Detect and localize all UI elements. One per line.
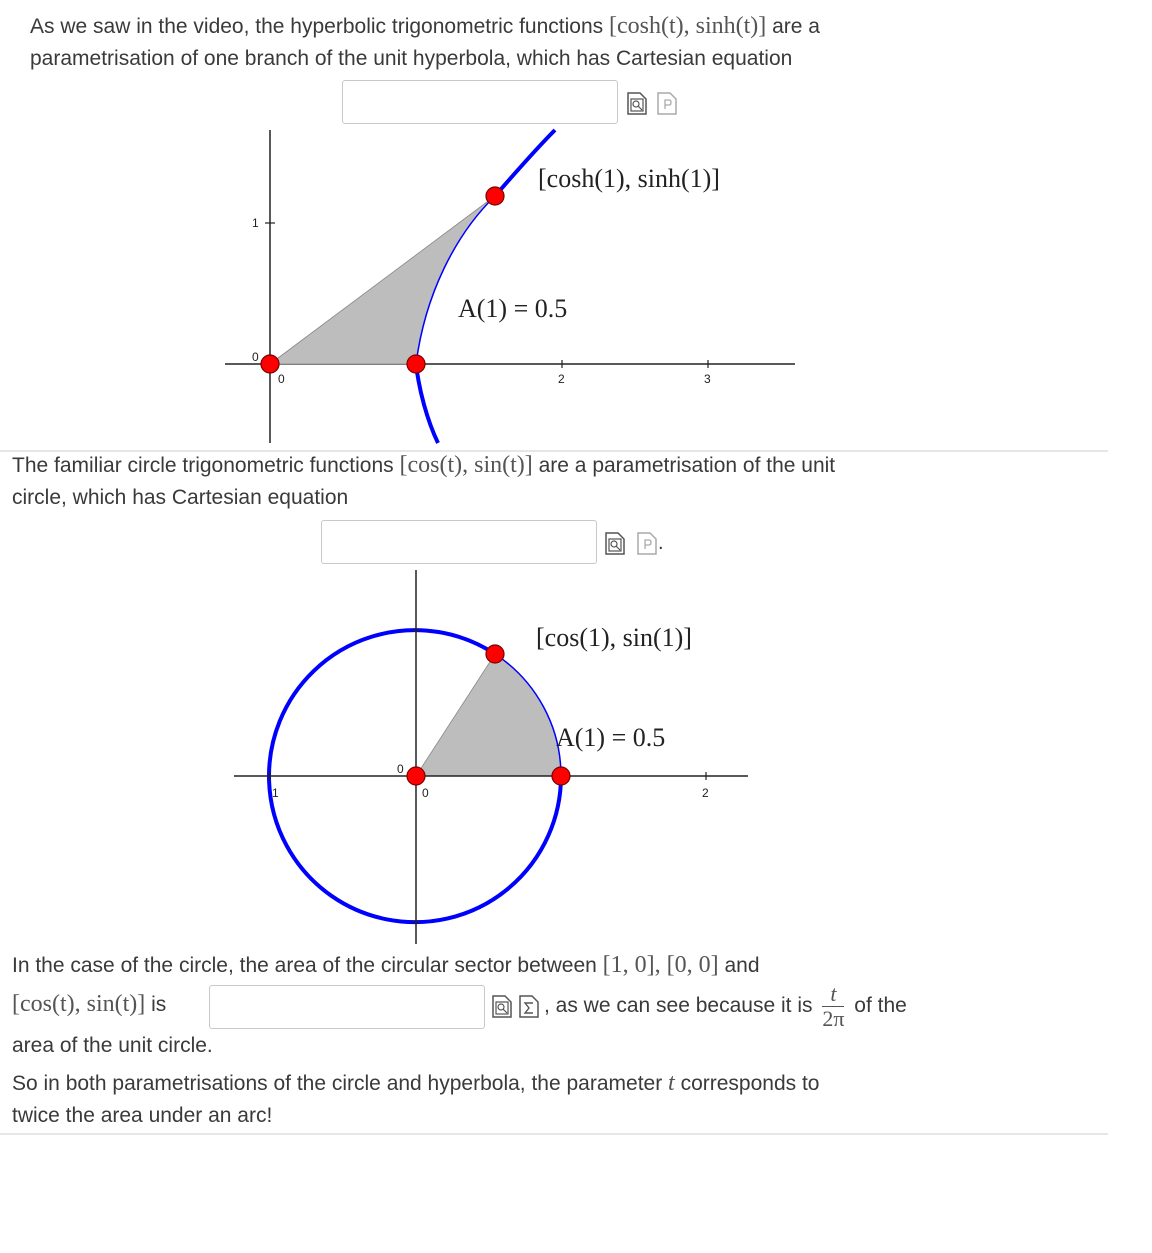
graph1-point-label: [cosh(1), sinh(1)] [538, 164, 720, 193]
graph2-point-label: [cos(1), sin(1)] [536, 623, 692, 652]
graph1-area-label: A(1) = 0.5 [458, 294, 568, 323]
point-cosh-sinh[interactable] [486, 187, 504, 205]
hyperbola-param-math: [cosh(t), sinh(t)] [608, 13, 767, 39]
sigma-help-icon[interactable] [518, 993, 540, 1019]
hyperbola-graph [220, 125, 800, 447]
graph1-tick-y0: 0 [252, 350, 259, 364]
hyperbola-intro-line2: parametrisation of one branch of the unit hyperbola, which has Cartesian equation [30, 47, 793, 70]
hyperbola-equation-input[interactable] [342, 80, 618, 124]
conclusion-line2: twice the area under an arc! [12, 1104, 273, 1127]
hyperbolic-sector-shading [270, 196, 495, 364]
graph1-tick-x3: 3 [704, 372, 711, 386]
sector-math1: [1, 0], [0, 0] [602, 952, 719, 978]
circle-equation-input[interactable] [321, 520, 597, 564]
hyperbola-intro-text-cont: are a [772, 15, 820, 38]
sector-paragraph-line2-cont [544, 982, 1064, 1031]
circle-intro-text: The familiar circle trigonometric functions [12, 454, 394, 477]
circle-point-cos-sin[interactable] [486, 645, 504, 663]
graph2-tick-y0: 0 [397, 762, 404, 776]
hyperbola-branch-thick-bottom [416, 364, 438, 443]
preview-formula-icon[interactable] [491, 993, 513, 1019]
preview-formula-icon[interactable] [604, 530, 626, 556]
circle-graph [230, 568, 750, 946]
sector-text1: In the case of the circle, the area of the circular sector between [12, 954, 597, 977]
conclusion-text-a: So in both parametrisations of the circle and hyperbola, the parameter [12, 1072, 663, 1095]
sector-math2: [cos(t), sin(t)] [12, 991, 146, 1017]
circle-point-origin[interactable] [407, 767, 425, 785]
preview-formula-icon[interactable] [626, 90, 648, 116]
fraction-t-over-2pi [822, 982, 844, 1031]
graph2-tick-x0: 0 [422, 786, 429, 800]
formula-help-icon[interactable] [636, 530, 658, 556]
point-origin[interactable] [261, 355, 279, 373]
sector-text-of-the: of the [854, 994, 907, 1018]
conclusion-text-b: corresponds to [680, 1072, 820, 1095]
graph1-tick-y1: 1 [252, 216, 259, 230]
circle-param-math: [cos(t), sin(t)] [399, 452, 533, 478]
circular-sector-shading [416, 654, 561, 776]
conclusion-t: t [668, 1070, 675, 1096]
hyperbola-intro-paragraph [30, 10, 1030, 75]
graph2-area-label: A(1) = 0.5 [556, 723, 666, 752]
sector-paragraph-line3 [12, 1030, 1112, 1062]
graph1-tick-x2: 2 [558, 372, 565, 386]
sector-text-after: , as we can see because it is [544, 994, 813, 1018]
circle-intro-line2: circle, which has Cartesian equation [12, 486, 349, 509]
circle-point-one-zero[interactable] [552, 767, 570, 785]
section-divider-2 [0, 1133, 1108, 1135]
graph2-tick-xm1: 1 [272, 786, 279, 800]
circle-input-period: . [658, 532, 664, 554]
conclusion-paragraph [12, 1067, 1012, 1132]
sector-text-is: is [151, 993, 167, 1016]
fraction-denominator: 2π [822, 1006, 845, 1031]
graph2-tick-x2: 2 [702, 786, 709, 800]
sector-paragraph-line1 [12, 949, 1112, 982]
circle-intro-text-cont: are a parametrisation of the unit [538, 454, 836, 477]
sector-text-line3: area of the unit circle. [12, 1034, 213, 1057]
fraction-numerator: t [822, 982, 844, 1007]
graph1-tick-x0: 0 [278, 372, 285, 386]
sector-area-input[interactable] [209, 985, 485, 1029]
hyperbola-intro-text: As we saw in the video, the hyperbolic trigonometric functions [30, 15, 604, 38]
point-vertex[interactable] [407, 355, 425, 373]
circle-intro-paragraph [12, 449, 1012, 514]
formula-help-icon[interactable] [656, 90, 678, 116]
sector-text-and: and [724, 954, 760, 977]
